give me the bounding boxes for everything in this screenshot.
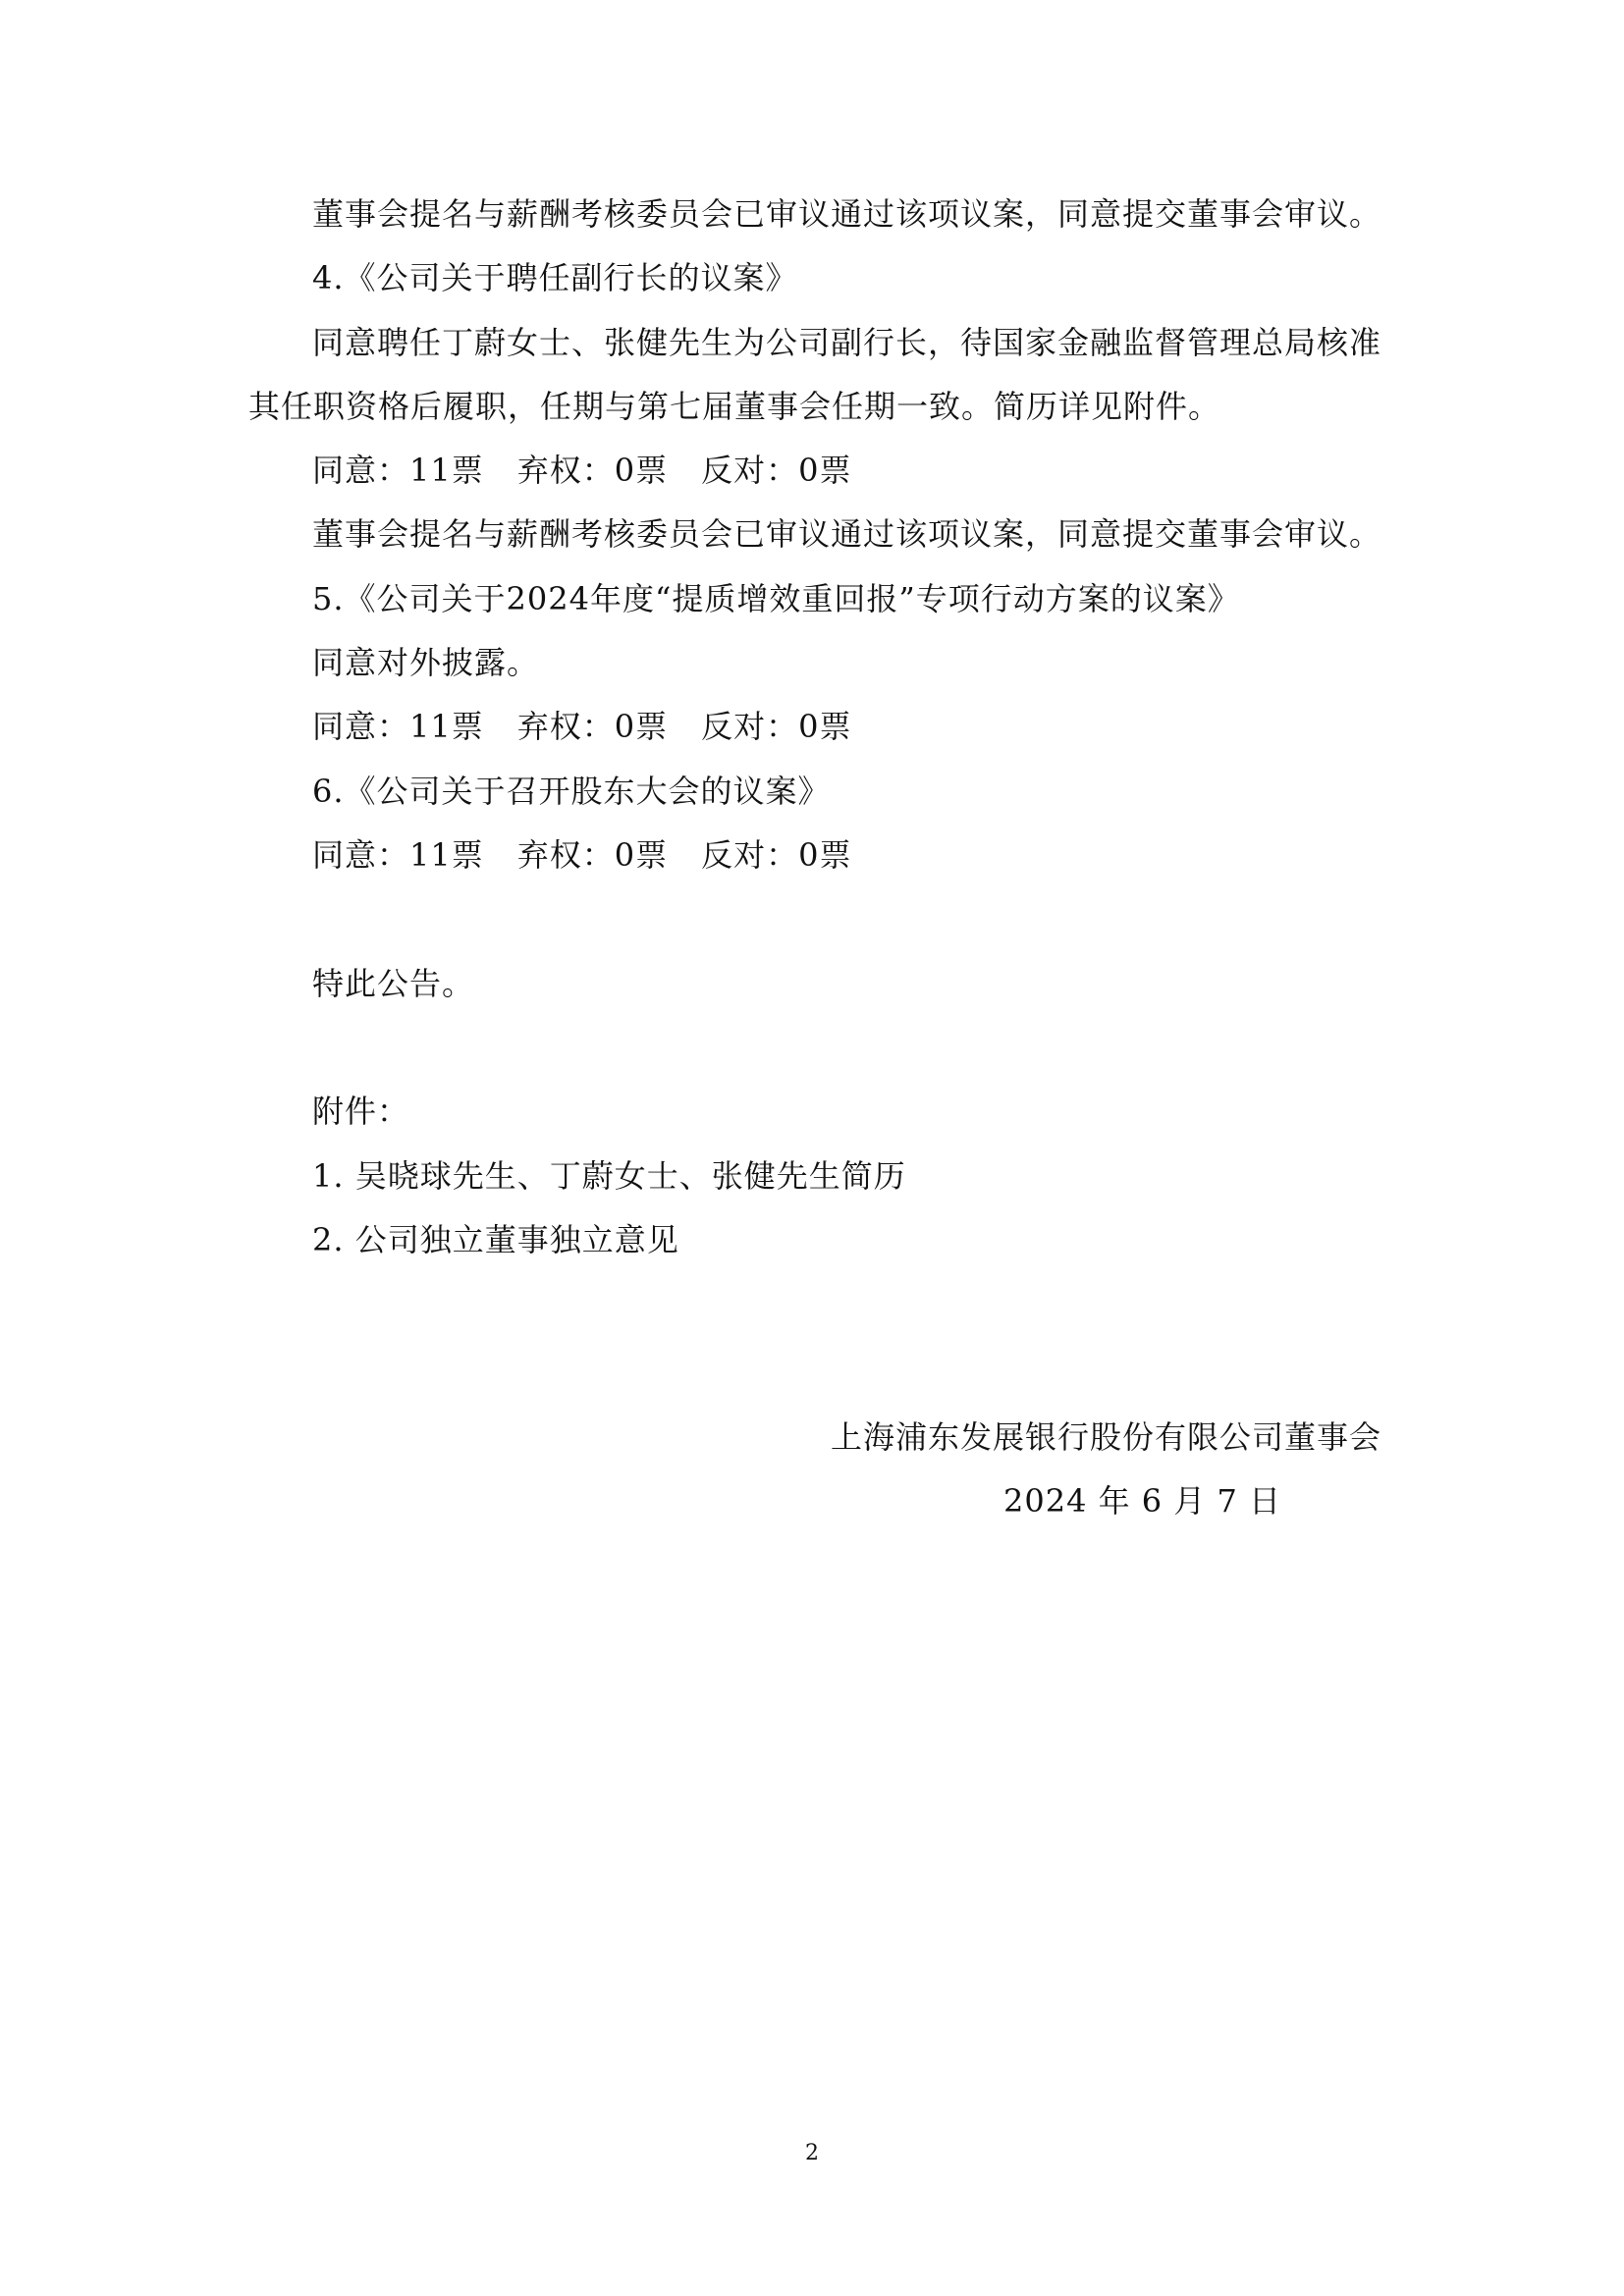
- vote-agree: 同意：11票: [312, 452, 484, 489]
- closing-statement: 特此公告。: [312, 965, 475, 1002]
- attachment-item: 2. 公司独立董事独立意见: [312, 1221, 679, 1258]
- motion-4-text-line-1: 同意聘任丁蔚女士、张健先生为公司副行长，待国家金融监督管理总局核准: [312, 324, 1382, 361]
- paragraph-committee-review-1: 董事会提名与薪酬考核委员会已审议通过该项议案，同意提交董事会审议。: [312, 195, 1382, 233]
- attachment-item: 1. 吴晓球先生、丁蔚女士、张健先生简历: [312, 1157, 906, 1195]
- signature-organization: 上海浦东发展银行股份有限公司董事会: [831, 1418, 1382, 1456]
- vote-abstain: 弃权：0票: [516, 708, 669, 745]
- motion-5-title: 5.《公司关于2024年度“提质增效重回报”专项行动方案的议案》: [312, 580, 1240, 617]
- vote-result-motion-5: [312, 707, 851, 746]
- page-number: 2: [805, 2141, 819, 2165]
- vote-against: 反对：0票: [701, 708, 852, 745]
- vote-agree: 同意：11票: [312, 836, 484, 874]
- motion-4-title: 4.《公司关于聘任副行长的议案》: [312, 259, 798, 296]
- motion-5-text: 同意对外披露。: [312, 644, 540, 681]
- paragraph-committee-review-2: 董事会提名与薪酬考核委员会已审议通过该项议案，同意提交董事会审议。: [312, 515, 1382, 553]
- vote-result-motion-6: [312, 835, 851, 875]
- vote-against: 反对：0票: [701, 452, 852, 489]
- vote-result-motion-4: [312, 451, 851, 490]
- signature-date: 2024 年 6 月 7 日: [1003, 1482, 1282, 1520]
- attachments-title: 附件：: [312, 1093, 410, 1130]
- motion-4-text-line-2: 其任职资格后履职，任期与第七届董事会任期一致。简历详见附件。: [248, 388, 1221, 425]
- motion-6-title: 6.《公司关于召开股东大会的议案》: [312, 773, 831, 810]
- vote-agree: 同意：11票: [312, 708, 484, 745]
- vote-abstain: 弃权：0票: [516, 836, 669, 874]
- vote-abstain: 弃权：0票: [516, 452, 669, 489]
- vote-against: 反对：0票: [701, 836, 852, 874]
